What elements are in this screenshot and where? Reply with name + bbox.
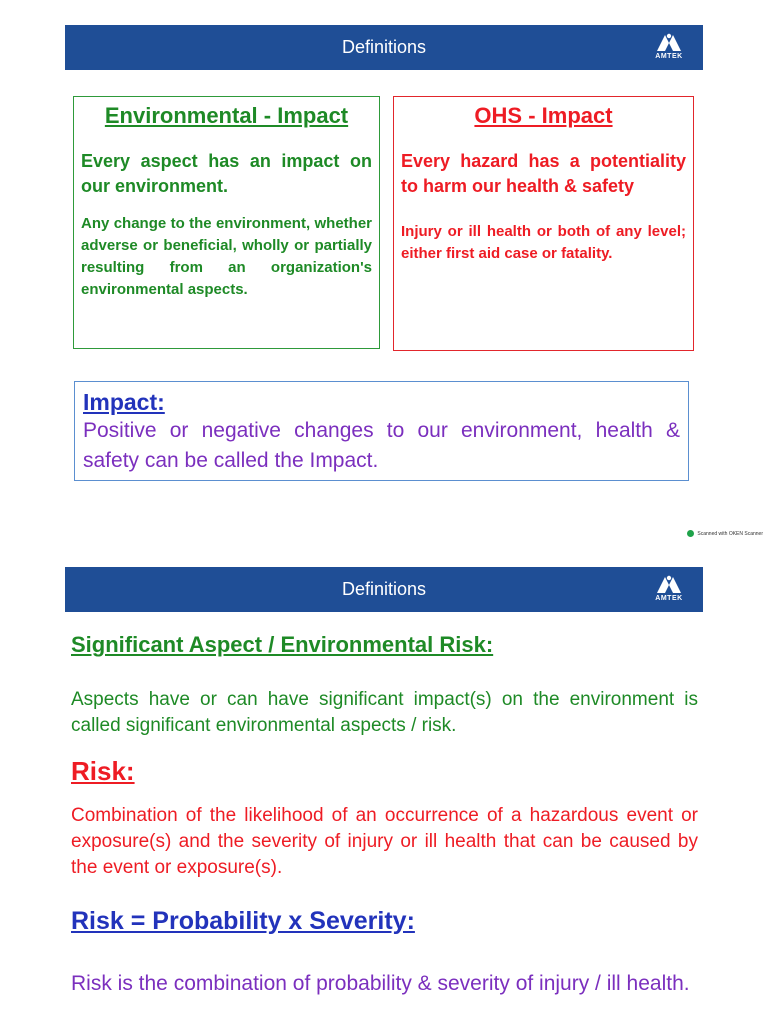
risk-formula-text: Risk is the combination of probability & severity of injury / ill health. <box>71 972 690 995</box>
slide-header <box>65 567 703 612</box>
impact-title: Impact: <box>83 389 165 415</box>
risk-title: Risk: <box>71 756 135 786</box>
slide-header <box>65 25 703 70</box>
environmental-impact-title: Environmental - Impact <box>104 103 349 128</box>
impact-text: Positive or negative changes to our environment, health & safety can be called the Impact. <box>83 419 680 472</box>
amtek-logo <box>651 32 687 64</box>
scanner-icon <box>687 530 694 537</box>
scanner-watermark <box>687 530 763 537</box>
amtek-logo-icon <box>656 574 682 594</box>
significant-aspect-title: Significant Aspect / Environmental Risk: <box>71 632 494 657</box>
significant-aspect-text: Aspects have or can have significant impact(s) on the environment is called significant environmental aspects / risk. <box>71 689 698 736</box>
ohs-impact-lead: Every hazard has a potentiality to harm our health & safety <box>401 151 686 196</box>
header-title: Definitions <box>341 579 427 599</box>
amtek-logo-icon <box>656 32 682 52</box>
environmental-impact-lead: Every aspect has an impact on our environment. <box>81 151 372 196</box>
environmental-impact-box <box>73 96 380 349</box>
logo-text: AMTEK <box>655 53 683 60</box>
amtek-logo <box>651 574 687 606</box>
risk-formula-title: Risk = Probability x Severity: <box>71 907 415 935</box>
slide-2 <box>0 545 768 1024</box>
environmental-impact-detail: Any change to the environment, whether adverse or beneficial, wholly or partially resulting from an organization's environmental aspects. <box>81 215 372 298</box>
impact-definition-box <box>74 381 689 481</box>
logo-text: AMTEK <box>655 595 683 602</box>
risk-text: Combination of the likelihood of an occurrence of a hazardous event or exposure(s) and the severity of injury or ill health that can be caused by the event or exposure(s). <box>71 805 698 878</box>
ohs-impact-title: OHS - Impact <box>474 103 613 128</box>
header-title: Definitions <box>341 37 427 57</box>
scanner-note: Scanned with OKEN Scanner <box>697 530 763 537</box>
ohs-impact-detail: Injury or ill health or both of any level; either first aid case or fatality. <box>401 223 686 262</box>
ohs-impact-box <box>393 96 694 351</box>
